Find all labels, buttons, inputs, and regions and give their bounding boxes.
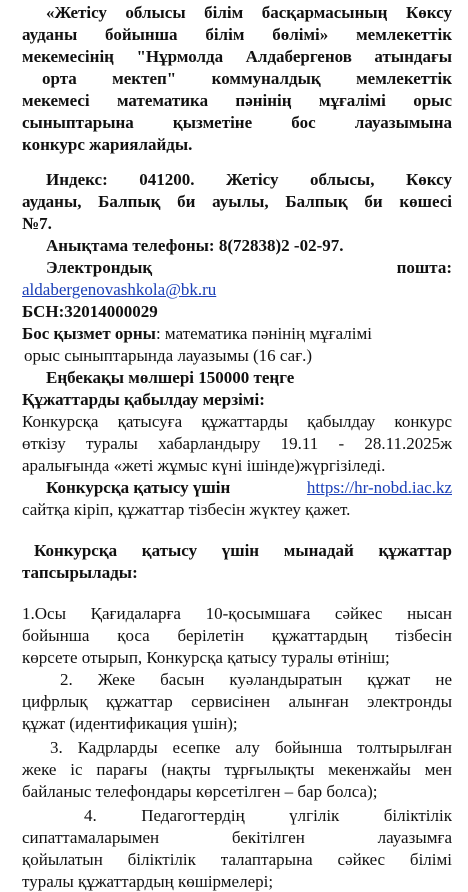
deadline-line-3: аралығында «жеті жұмыс күні ішінде)жүргізіледі. (22, 456, 386, 475)
header-line-1: «Жетісу облысы білім басқармасының Көксу (46, 3, 452, 22)
header-line-2: ауданы бойынша білім бөлімі» мемлекеттік (22, 25, 452, 44)
position-label: Бос қызмет орны (22, 324, 156, 343)
position-line-2: орыс сыныптарында лауазымы (16 сағ.) (24, 346, 313, 365)
doc-item-2-line-3: құжат (идентификация үшін); (22, 714, 238, 733)
phone-line: Анықтама телефоны: 8(72838)2 -02-97. (46, 236, 344, 255)
participate-label: Конкурсқа қатысу үшін (46, 478, 231, 497)
email-label-right: пошта: (396, 258, 452, 277)
header-line-4: орта мектеп" коммуналдық мемлекеттік (42, 69, 452, 88)
header-line-3: мекемесінің "Нұрмолда Алдабергенов атындағы (22, 47, 452, 66)
deadline-title: Құжаттарды қабылдау мерзімі: (22, 390, 265, 409)
site-link[interactable]: https://hr-nobd.iac.kz (306, 478, 452, 497)
doc-item-1-line-3: көрсете отырып, Конкурсқа қатысу туралы өтініш; (22, 648, 390, 667)
doc-item-2-line-1: 2. Жеке басын куәландыратын құжат не (60, 670, 452, 689)
doc-item-3-line-2: жеке іс парағы (нақты тұрғылықты мекенжайы мен (22, 760, 452, 779)
documents-title-1: Конкурсқа қатысу үшін мынадай құжаттар (34, 541, 452, 560)
position-line-1 (22, 323, 452, 344)
documents-title-2: тапсырылады: (22, 563, 138, 582)
doc-item-4-line-1: 4. Педагогтердің үлгілік біліктілік (84, 806, 452, 825)
doc-item-4-line-3: қойылатын біліктілік талаптарына сәйкес білімі (22, 850, 452, 869)
deadline-line-1: Конкурсқа қатысуға құжаттарды қабылдау конкурс (22, 412, 452, 431)
salary-line: Еңбекақы мөлшері 150000 теңге (46, 368, 295, 387)
doc-item-2-line-2: цифрлық құжаттар сервисінен алынған электронды (22, 692, 452, 711)
doc-item-1-line-1: 1.Осы Қағидаларға 10-қосымшаға сәйкес нысан (22, 604, 452, 623)
index-line-3: №7. (22, 214, 52, 233)
index-line-1: Индекс: 041200. Жетісу облысы, Көксу (46, 170, 452, 189)
doc-item-4-line-2: сипаттамаларымен бекітілген лауазымға (22, 828, 452, 847)
doc-item-3-line-1: 3. Кадрларды есепке алу бойынша толтырылған (50, 738, 452, 757)
header-line-6: сыныптарына қызметіне бос лауазымына (22, 113, 452, 132)
email-label: Электрондық (46, 258, 153, 277)
email-link[interactable]: aldabergenovashkola@bk.ru (22, 280, 217, 299)
site-after-line: сайтқа кіріп, құжаттар тізбесін жүктеу қажет. (22, 500, 351, 519)
header-line-5: мекемесі математика пәнінің мұғалімі орыс (22, 91, 452, 110)
doc-item-4-line-4: туралы құжаттардың көшірмелері; (22, 872, 274, 891)
doc-item-3-line-3: байланыс телефондары көрсетілген – бар болса); (22, 782, 378, 801)
doc-item-1-line-2: бойынша қоса берілетін құжаттардың тізбесін (22, 626, 452, 645)
index-line-2: ауданы, Балпық би ауылы, Балпық би көшесі (22, 192, 452, 211)
bin-line: БСН:32014000029 (22, 302, 158, 321)
deadline-line-2: өткізу туралы хабарландыру 19.11 - 28.11.2025ж (22, 434, 452, 453)
header-line-7: конкурс жариялайды. (22, 135, 193, 154)
position-text-1: : математика пәнінің мұғалімі (155, 324, 372, 343)
